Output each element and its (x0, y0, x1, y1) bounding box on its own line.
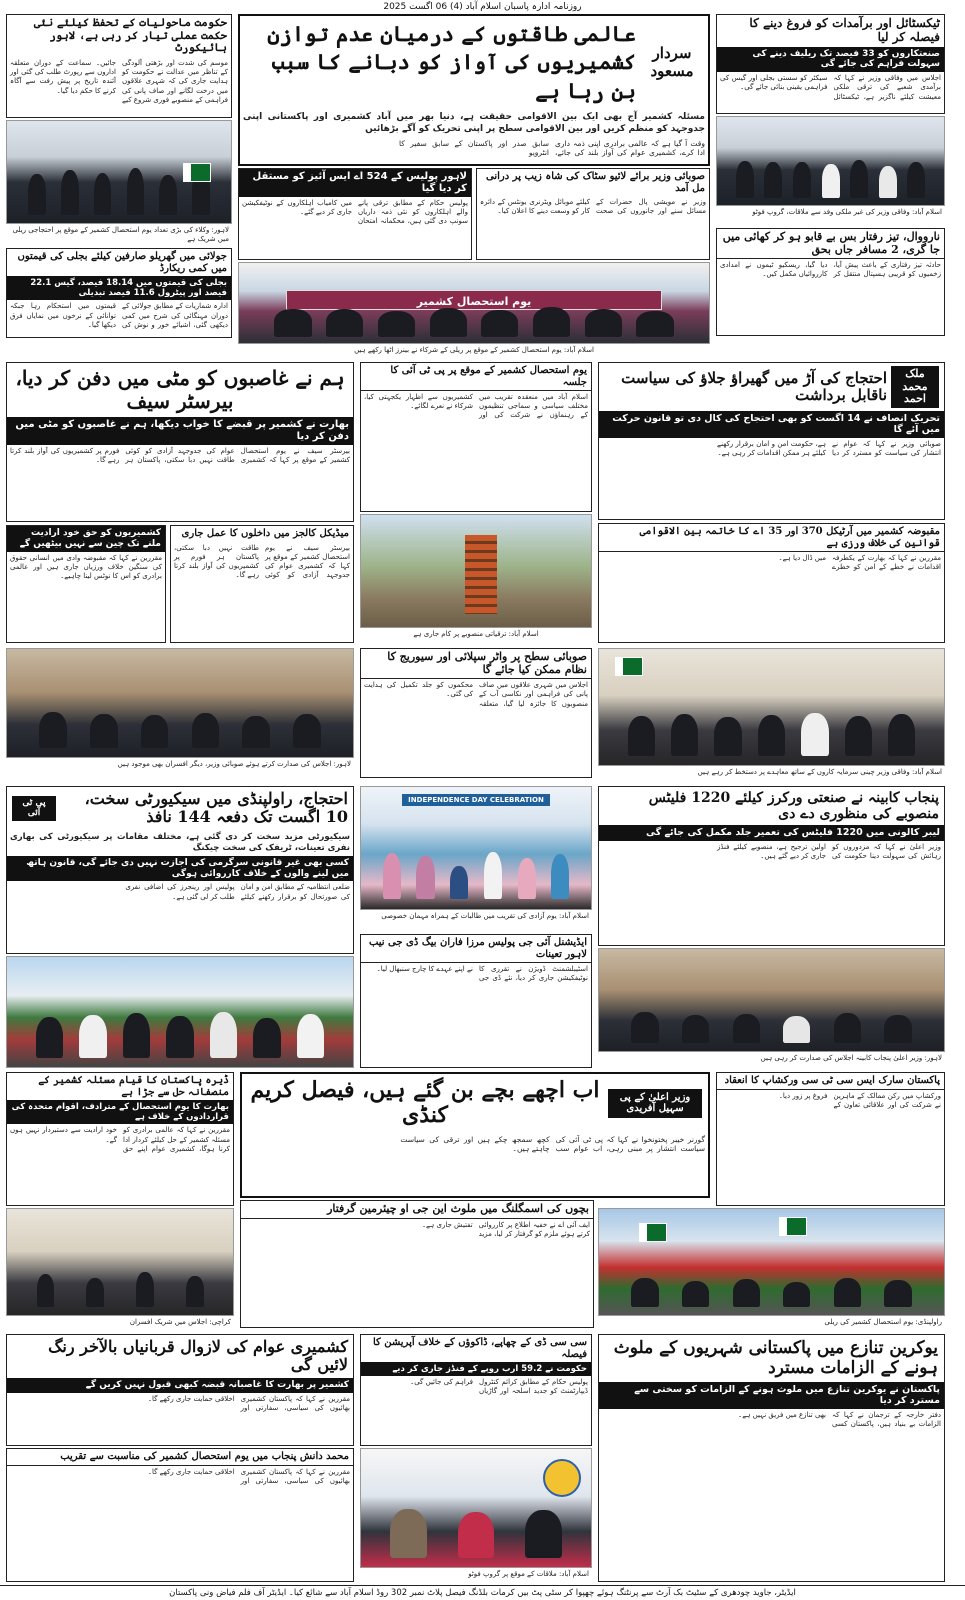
photo-figures (731, 158, 931, 198)
rawalpindi-security-story (6, 786, 354, 954)
ukraine-allegations-story (598, 1334, 945, 1582)
kicker: ملک محمد احمد (891, 366, 939, 408)
article-body: اجلاس میں وفاقی وزیر نے کہا کہ برآمدی شعبے کی ترقی ملکی معیشت کیلئے ناگزیر ہے، ٹیکسٹائل سیکٹر کو سستی بجلی اور گیس کی فراہمی یقینی بنائی جائے گی۔ (720, 74, 941, 101)
article-body: مقررین نے کہا کہ پاکستان کشمیری بھائیوں کی سیاسی، سفارتی اور اخلاقی حمایت جاری رکھے گا۔ (147, 1394, 350, 1412)
flag-icon (615, 657, 643, 676)
headline: ہم نے غاصبوں کو مٹی میں دفن کر دیا، بیرسٹر سیف (15, 366, 345, 413)
punjab-cabinet-story (598, 786, 945, 946)
photo-figures (620, 1258, 924, 1307)
headline: حکومت ماحولیات کے تحفظ کیلئے نئی حکمت عملی تیار کر رہی ہے، لاہور ہائیکورٹ (33, 16, 227, 55)
headline: پنجاب کابینہ نے صنعتی ورکرز کیلئے 1220 فلیٹس منصوبے کی منظوری دے دی (648, 790, 939, 823)
subheadline-band: بھارت نے کشمیر پر قبضے کا خواب دیکھا، ہم نے غاصبوں کو مٹی میں دفن کر دیا (7, 417, 353, 445)
headline: یوم استحصال کشمیر کے موقع پر پی ٹی آئی کا جلسہ (361, 363, 591, 391)
kashmir-rally-photo-right (598, 1208, 945, 1316)
delegation-photo (716, 116, 945, 206)
headline: لاہور پولیس کے 524 اے ایس آئیز کو مستقل کر دیا گیا (239, 169, 471, 197)
photo-caption: لاہور: اجلاس کی صدارت کرتے ہوئے صوبائی وزیر، دیگر افسران بھی موجود ہیں (117, 760, 351, 768)
article-body: ایف آئی اے نے خفیہ اطلاع پر کارروائی کرتے ہوئے ملزم کو گرفتار کر لیا، مزید تفتیش جاری ہے۔ (421, 1220, 590, 1238)
masthead-date-line: روزنامہ ادارہ پاسبان اسلام آباد (4) 06 اگست 2025 (383, 2, 582, 12)
article-370-story (598, 523, 945, 643)
headline: پاکستان سارک ایس سی ٹی سی ورکشاپ کا انعقاد (717, 1073, 944, 1090)
photo-caption: اسلام آباد: وفاقی وزیر کی غیر ملکی وفد سے ملاقات، گروپ فوٹو (752, 208, 942, 216)
nab-appointment-story (360, 934, 592, 1068)
party-tag: پی ٹی آئی (12, 796, 56, 821)
article-body: بیرسٹر سیف نے یوم استحصال کشمیر کے موقع پر کہا کہ کشمیری عوام کی جدوجہد آزادی کو کوئی طاقت نہیں دبا سکتی، پاکستان ہر فورم پر کشمیریوں کی آواز بلند کرتا رہے گا۔ (174, 543, 350, 580)
photo-caption: لاہور: وکلاء کی بڑی تعداد یوم استحصال کشمیر کے موقع پر احتجاجی ریلی میں شریک ہے (12, 226, 229, 243)
headline: صوبائی سطح پر واٹر سپلائی اور سیوریج کا نظام ممکن کیا جائے گا (361, 649, 591, 679)
headline: یوکرین تنازع میں پاکستانی شہریوں کے ملوث ہونے کے الزامات مسترد (613, 1338, 938, 1378)
bus-accident-story (716, 228, 945, 336)
photo-caption: اسلام آباد: یوم استحصال کشمیر کے موقع پر ریلی کے شرکاء نے بینرز اٹھا رکھے ہیں (354, 346, 594, 354)
article-body: صوبائی وزیر نے کہا کہ عوام نے انتشار کی سیاست کو مسترد کر دیا ہے، حکومت امن و امان برقرار رکھنے کیلئے ہر ممکن اقدامات کر رہی ہے۔ (717, 439, 941, 457)
article-body: موسم کی شدت اور بڑھتی آلودگی کے تناظر میں عدالت نے حکومت کو ہدایت جاری کی کہ شہری علاقوں میں درخت لگانے اور صاف پانی کی فراہمی کے منصوبے فوری شروع کیے جائیں۔ سماعت کے دوران متعلقہ اداروں سے رپورٹ طلب کی گئی اور آئندہ تاریخ پر پیش رفت سے آگاہ کرنے کا حکم دیا گیا۔ (10, 58, 228, 104)
top-left-story (6, 14, 232, 118)
article-intro: سیکیورٹی مزید سخت کر دی گئی ہے، مختلف مقامات پر سیکیورٹی کی بھاری نفری تعینات، ٹریفک کی سخت چیکنگ (10, 831, 350, 853)
photo-figures (620, 702, 924, 755)
subheadline-band: کسی بھی غیر قانونی سرگرمی کی اجازت نہیں دی جائے گی، قانون ہاتھ میں لینے والوں کے خلاف کارروائی ہوگی (7, 856, 353, 882)
flag-icon (183, 163, 211, 182)
article-body: مقررین نے کہا کہ مقبوضہ وادی میں انسانی حقوق کی سنگین خلاف ورزیاں جاری ہیں اور عالمی برادری کو اس کا نوٹس لینا چاہیے۔ (10, 553, 162, 580)
barrister-saif-story (6, 362, 354, 522)
electricity-prices-story (6, 248, 232, 338)
pti-rally-story (360, 362, 592, 512)
lead-kicker: سردار مسعود (650, 44, 694, 80)
ngo-arrest-story (240, 1200, 594, 1328)
article-body: اسلام آباد میں منعقدہ تقریب میں مختلف سیاسی و سماجی تنظیموں کے رہنماؤں نے شرکت کی اور کشمیریوں سے اظہار یکجہتی کیا، شرکاء نے نعرے لگائے۔ (364, 393, 588, 420)
subheadline-band: پاکستان نے یوکرین تنازع میں ملوث ہونے کے الزامات کو سختی سے مسترد کر دیا (599, 1382, 944, 1409)
headline: صوبائی وزیر برائے لائیو سٹاک کی شاہ زیب پر درانی مل آمد (486, 171, 705, 194)
photo-figures (28, 1008, 333, 1059)
article-body: اجلاس میں شہری علاقوں میں صاف پانی کی فراہمی اور نکاسی آب کے منصوبوں کا جائزہ لیا گیا، متعلقہ محکموں کو جلد تکمیل کی ہدایت کی گئی۔ (364, 681, 588, 708)
headline: کشمیری عوام کی لازوال قربانیاں بالآخر رنگ لائیں گی (48, 1337, 348, 1375)
headline: جولائی میں گھریلو صارفین کیلئے بجلی کی قیمتوں میں کمی ریکارڈ (17, 251, 227, 274)
photo-caption: اسلام آباد: ملاقات کے موقع پر گروپ فوٹو (468, 1570, 589, 1578)
photo-figures (375, 1503, 577, 1557)
article-body: وزیر نے مویشی پال حضرات کے مسائل سنے اور جانوروں کی صحت کیلئے موبائل ویٹرنری یونٹس کے دائرہ کار کو وسعت دینے کا اعلان کیا۔ (480, 198, 706, 216)
flag-icon (639, 1223, 667, 1242)
kashmiri-sacrifices-story (6, 1334, 354, 1446)
footer-imprint: ایڈیٹر، جاوید چودھری کے سٹیٹ بک آرٹ سے پرنٹنگ ہوئے چھپوا کر سٹی پٹ بیں کرمات بلڈنگ فیصل پلاٹ نمبر 302 روڈ اسلام آباد سے شائع کیا۔ ایڈیٹر آف فلم فیاض ونی پاکستان (0, 1585, 965, 1600)
saarc-workshop-story (716, 1072, 945, 1206)
headline: نارووال، تیز رفتار بس بے قابو ہو کر کھائی میں جا گری، 2 مسافر جاں بحق (717, 229, 944, 259)
headline: سی سی ڈی کے چھاپے، ڈاکوؤں کے خلاف آپریشن کا فیصلہ (372, 1337, 587, 1360)
article-body: وزیر اعلیٰ نے کہا کہ مزدوروں کو رہائش کی سہولت دینا حکومت کی اولین ترجیح ہے، منصوبے کیلئے فنڈز جاری کر دیے گئے ہیں۔ (717, 842, 941, 860)
photo-figures (620, 996, 924, 1043)
water-supply-story (360, 648, 592, 778)
malik-ahmad-story (598, 362, 945, 520)
medical-admissions-story (170, 525, 354, 643)
headline: مقبوضہ کشمیر میں آرٹیکل 370 اور 35 اے کا خاتمہ بین الاقوامی قوانین کی خلاف ورزی ہے (599, 524, 944, 552)
photo-caption: اسلام آباد: ترقیاتی منصوبے پر کام جاری ہے (413, 630, 539, 638)
article-body: ادارہ شماریات کے مطابق جولائی کے دوران مہنگائی کی شرح میں کمی دیکھی گئی، اشیائے خور و نوش کی قیمتوں میں استحکام رہا جبکہ توانائی کے نرخوں میں نمایاں فرق دیکھا گیا۔ (10, 302, 228, 329)
subheadline-band: بجلی کی قیمتوں میں 18.14 فیصد، گیس 22.1 فیصد اور پیٹرول 11.6 فیصد تبدیلی (7, 276, 231, 300)
subheadline-band: حکومت نے 59.2 ارب روپے کے فنڈز جاری کر دیے (361, 1362, 591, 1376)
headline: ایڈیشنل آئی جی پولیس مرزا فاران بیگ ڈی جی نیب لاہور تعینات (361, 935, 591, 963)
kashmir-rally-photo (238, 262, 710, 344)
photo-figures (28, 699, 333, 749)
danish-ceremony-story (6, 1448, 354, 1582)
headline: کشمیریوں کو حق خود ارادیت ملنے تک چین سے نہیں بیٹھیں گے (7, 526, 165, 552)
top-right-story (716, 14, 945, 114)
meeting-portrait-photo (360, 1448, 592, 1568)
independence-day-photo (360, 786, 592, 910)
article-body: مقررین نے کہا کہ عالمی برادری کو مسئلہ کشمیر کے حل کیلئے کردار ادا کرنا ہوگا، کشمیری عوام اپنے حق خود ارادیت سے دستبردار نہیں ہوں گے۔ (10, 1126, 230, 1153)
lawyers-rally-photo (6, 120, 232, 224)
headline: محمد دانش پنجاب میں یوم استحصال کشمیر کی مناسبت سے تقریب (7, 1449, 353, 1466)
article-body: اسٹیبلشمنٹ ڈویژن نے تقرری کا نوٹیفکیشن جاری کر دیا، نئے ڈی جی نے اپنے عہدے کا چارج سنبھال لیا۔ (376, 965, 588, 983)
headline-row (242, 1074, 708, 1133)
construction-site-photo (360, 514, 592, 628)
rally-banner-text: یوم استحصال کشمیر (416, 295, 532, 308)
article-body: ورکشاپ میں رکن ممالک کے ماہرین نے شرکت کی اور علاقائی تعاون کے فروغ پر زور دیا۔ (778, 1091, 941, 1109)
article-body: بیرسٹر سیف نے یوم استحصال کشمیر کے موقع پر کہا کہ کشمیری عوام کی جدوجہد آزادی کو کوئی طاقت نہیں دبا سکتی، پاکستان ہر فورم پر کشمیریوں کی آواز بلند کرتا رہے گا۔ (10, 447, 350, 465)
headline: احتجاج کی آڑ میں گھیراؤ جلاؤ کی سیاست ناقابل برداشت (621, 368, 887, 404)
cabinet-meeting-photo (598, 948, 945, 1052)
agreement-signing-photo (598, 648, 945, 766)
kicker: وزیر اعلیٰ کے پی سہیل آفریدی (608, 1089, 702, 1118)
article-body: مقررین نے کہا کہ پاکستان کشمیری بھائیوں کی سیاسی، سفارتی اور اخلاقی حمایت جاری رکھے گا۔ (147, 1467, 350, 1485)
article-body: حادثہ تیز رفتاری کے باعث پیش آیا، زخمیوں کو قریبی ہسپتال منتقل کر دیا گیا، ریسکیو ٹیموں نے امدادی کارروائیاں مکمل کیں۔ (720, 261, 941, 279)
ccd-operation-story (360, 1334, 592, 1446)
flag-icon (779, 1217, 807, 1236)
kashmir-resolution-story (6, 1072, 234, 1206)
article-body: دفتر خارجہ کے ترجمان نے کہا کہ الزامات بے بنیاد ہیں، پاکستان کسی بھی تنازع میں فریق نہیں ہے۔ (738, 1410, 941, 1429)
photo-figures (375, 843, 577, 899)
article-body: پولیس حکام کے مطابق کرائم کنٹرول ڈیپارٹمنٹ کو جدید اسلحہ اور گاڑیاں فراہم کی جائیں گی۔ (410, 1378, 588, 1396)
office-meeting-photo (6, 1208, 234, 1316)
livestock-minister-story (476, 168, 710, 260)
lead-story (238, 14, 710, 166)
lead-intro: مسئلہ کشمیر آج بھی ایک بین الاقوامی حقیقت ہے، دنیا بھر میں آباد کشمیری اور پاکستانی اپنی جدوجہد کو منظم کریں اور بین الاقوامی سطح پر اپنی تحریک کو آگے بڑھائیں (243, 112, 705, 135)
lead-headline-row (240, 16, 708, 109)
rally-speakers-photo (6, 956, 354, 1068)
kundi-story (240, 1072, 710, 1198)
photo-caption: اسلام آباد: وفاقی وزیر چینی سرمایہ کاروں کے ساتھ معاہدے پر دستخط کر رہے ہیں (697, 768, 942, 776)
self-determination-story (6, 525, 166, 643)
lead-intro-continued: وقت آ گیا ہے کہ عالمی برادری اپنی ذمہ داری ادا کرے، کشمیری عوام کی آواز بلند کی جائے، سابق صدر اور پاکستان کے سابق سفیر کا انٹرویو (399, 139, 705, 158)
article-body: ضلعی انتظامیہ کے مطابق امن و امان کی صورتحال کو برقرار رکھنے کیلئے پولیس اور رینجرز کی اضافی نفری طلب کر لی گئی ہے۔ (125, 883, 350, 901)
article-body: گورنر خیبر پختونخوا نے کہا کہ پی ٹی آئی کی سیاست انتشار پر مبنی رہی، اب عوام سب کچھ سمجھ چکے ہیں اور ترقی کی سیاست چاہتے ہیں۔ (400, 1134, 705, 1153)
photo-caption: اسلام آباد: یوم آزادی کی تقریب میں طالبات کے ہمراہ مہمان خصوصی (381, 912, 589, 920)
photo-caption: راولپنڈی: یوم استحصال کشمیر کی ریلی (824, 1318, 942, 1326)
subheadline-band: کشمیر پر بھارت کا غاصبانہ قبضہ کبھی قبول نہیں کریں گے (7, 1378, 353, 1393)
police-asi-story (238, 168, 472, 260)
subheadline-band: لیبر کالونی میں 1220 فلیٹس کی تعمیر جلد مکمل کی جائے گی (599, 825, 944, 840)
headline: میڈیکل کالجز میں داخلوں کا عمل جاری (181, 528, 349, 539)
headline: ٹیکسٹائل اور برآمدات کو فروغ دینے کا فیصلہ کر لیا (749, 16, 940, 44)
headline: اب اچھے بچے بن گئے ہیں، فیصل کریم کنڈی (250, 1077, 600, 1129)
photo-figures (21, 1258, 220, 1307)
subheadline-band: تحریک انصاف نے 14 اگست کو بھی احتجاج کی کال دی تو قانون حرکت میں آئے گا (599, 411, 944, 438)
meeting-photo-left (6, 648, 354, 758)
backdrop-emblem (543, 1459, 581, 1497)
scaffold (465, 535, 497, 613)
event-banner-text: INDEPENDENCE DAY CELEBRATION (402, 794, 549, 806)
subheadline-band: بھارت کا یوم استحصال کے مترادف، اقوام متحدہ کی قراردادوں کے خلاف ہے (7, 1100, 233, 1124)
headline: احتجاج، راولپنڈی میں سیکیورٹی سخت، 10 اگست تک دفعہ 144 نافذ (84, 789, 348, 827)
headline: بچوں کی اسمگلنگ میں ملوث این جی او چیئرمین گرفتار (241, 1201, 593, 1219)
headline-row (7, 787, 353, 830)
photo-caption: کراچی: اجلاس میں شریک افسران (129, 1318, 231, 1326)
photo-caption: لاہور: وزیر اعلیٰ پنجاب کابینہ اجلاس کی صدارت کر رہی ہیں (760, 1054, 942, 1062)
article-body: مقررین نے کہا کہ بھارت کے یکطرفہ اقدامات نے خطے کے امن کو خطرے میں ڈال دیا ہے۔ (778, 554, 941, 572)
subheadline-band: صنعتکاروں کو 33 فیصد تک ریلیف دینے کی سہولت فراہم کی جائے گی (717, 47, 944, 73)
headline: ڈیرہ پاکستان کا قیام مسئلہ کشمیر کے منصفانہ حل سے جڑا ہے (38, 1075, 229, 1098)
article-body: پولیس حکام کے مطابق ترقی پانے والے اہلکاروں کو نئی ذمہ داریاں سونپ دی گئی ہیں، محکمانہ امتحان میں کامیاب اہلکاروں کے نوٹیفکیشن جاری کر دیے گئے۔ (242, 199, 468, 226)
headline-row (599, 363, 944, 411)
photo-figures (267, 300, 681, 337)
lead-headline: عالمی طاقتوں کے درمیان عدم توازن کشمیریوں کی آواز کو دبانے کا سبب بن رہا ہے (267, 21, 636, 103)
